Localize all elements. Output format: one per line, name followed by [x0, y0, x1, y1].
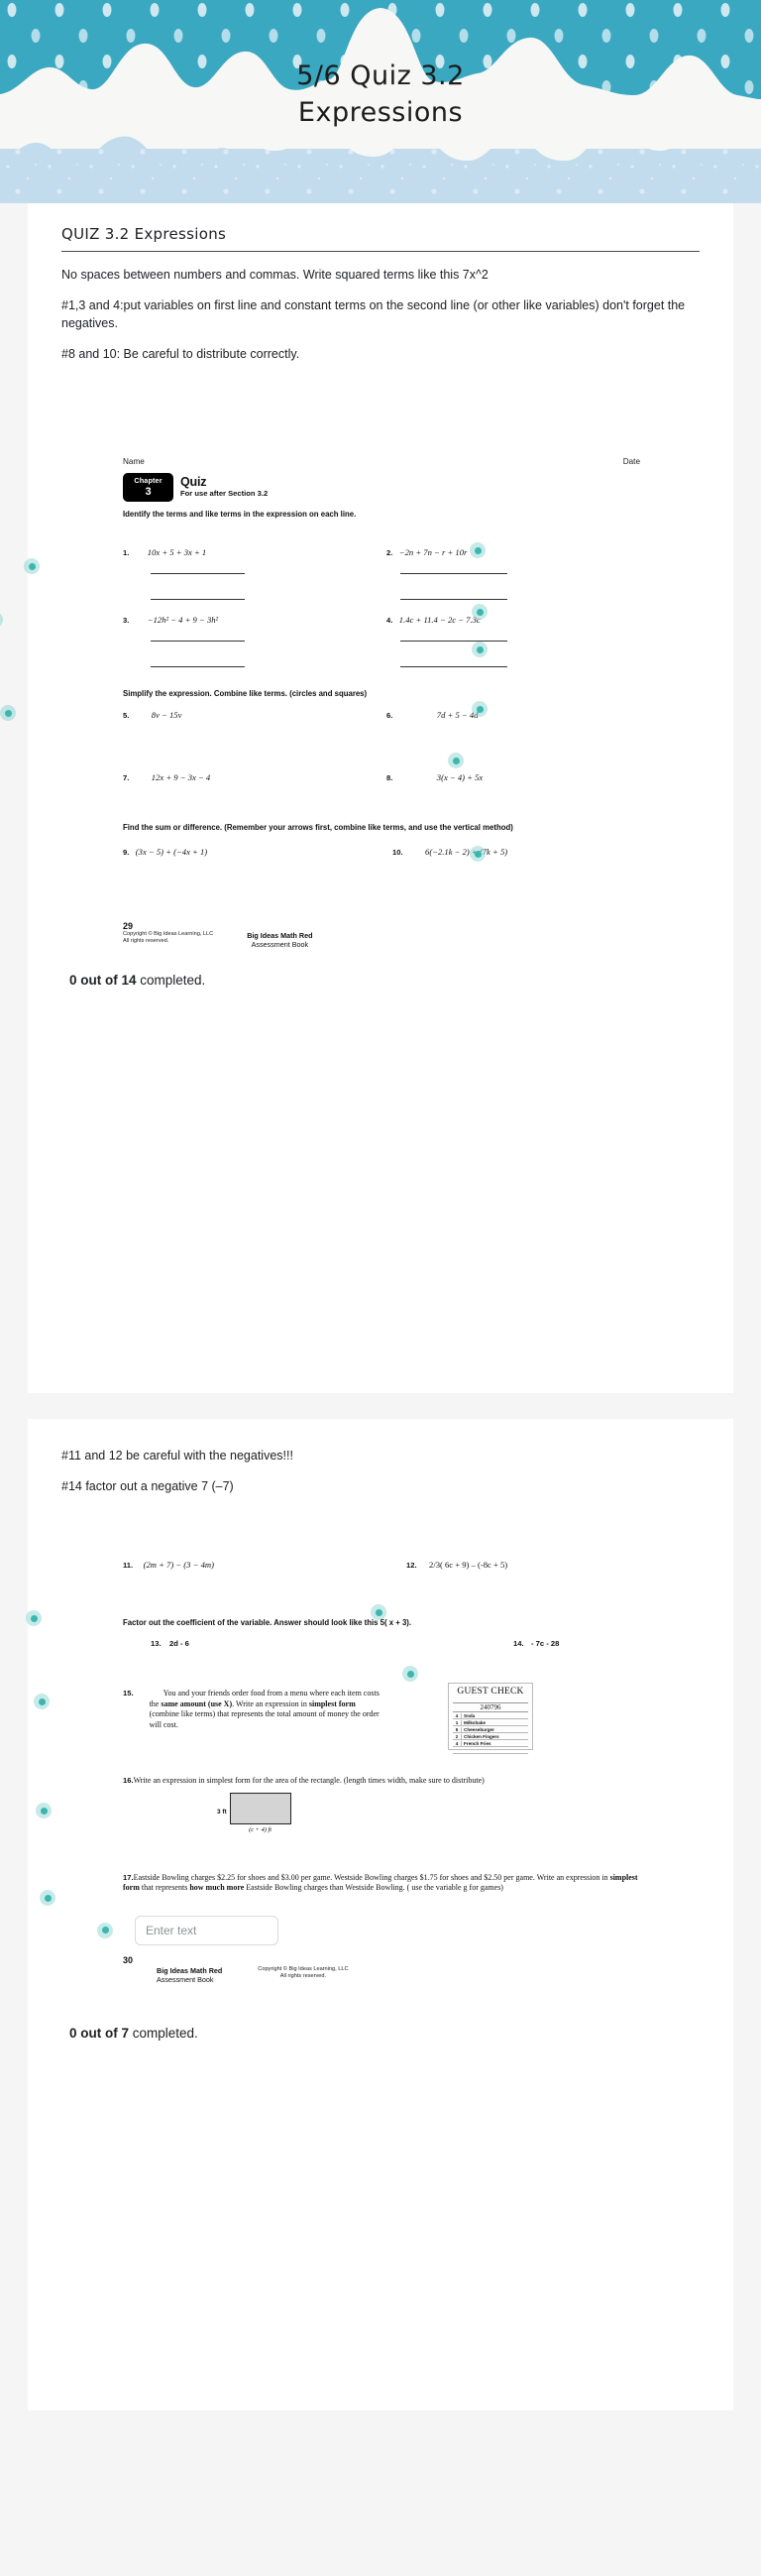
gc-qty: 4 [453, 1713, 462, 1718]
answer-line [151, 666, 245, 667]
quiz-section-note: For use after Section 3.2 [180, 489, 269, 498]
copyright-line-2-30: All rights reserved. [279, 1972, 327, 1979]
p17-bold1: simplest form [123, 1872, 638, 1892]
problem-row-5-6 [123, 705, 650, 723]
rectangle-figure [217, 1793, 650, 1833]
problem-13-number: 13. [151, 1639, 162, 1648]
name-label: Name [123, 457, 145, 466]
problem-2-expression: −2n + 7n − r + 10r [398, 547, 468, 557]
gc-qty: 5 [453, 1727, 462, 1732]
completion-count-2: 0 out of 7 [69, 2025, 129, 2041]
annotation-dot[interactable] [472, 642, 488, 657]
worksheet-book-ref-30 [157, 1966, 222, 1984]
annotation-dot[interactable] [402, 1666, 418, 1682]
answer-entry-row [119, 1916, 700, 1945]
annotation-dot[interactable] [0, 612, 3, 628]
problem-6-number: 6. [386, 711, 393, 720]
worksheet-page-29 [61, 457, 700, 949]
copyright-line-2: All rights reserved. [123, 937, 169, 944]
completion-suffix-2: completed. [129, 2025, 198, 2041]
worksheet-name-date-row [61, 457, 700, 466]
problem-17-number: 17. [123, 1872, 134, 1882]
gc-hdr-cell [509, 1698, 528, 1702]
guest-check-row [453, 1726, 528, 1733]
gc-hdr-cell [453, 1698, 472, 1702]
direction-identify-terms: Identify the terms and like terms in the expression on each line. [123, 510, 357, 519]
problem-1 [123, 542, 386, 600]
problem-4-expression: 1.4c + 11.4 − 2c − 7.3c [398, 615, 481, 625]
annotation-dot[interactable] [470, 542, 486, 558]
worksheet-footer-30 [123, 1955, 700, 1984]
problem-3-number: 3. [123, 616, 130, 625]
problem-8-number: 8. [386, 773, 393, 782]
gc-qty: 2 [453, 1734, 462, 1739]
problem-row-11-12 [123, 1555, 650, 1573]
chapter-badge [123, 473, 173, 502]
book-title: Big Ideas Math Red [247, 930, 313, 940]
worksheet-footer-29 [123, 921, 700, 949]
problem-3 [123, 610, 386, 667]
copyright-line-1: Copyright © Big Ideas Learning, LLC [123, 930, 214, 937]
answer-line [400, 666, 507, 667]
quiz-title-block [180, 476, 268, 499]
rect-height-label: 3 ft [217, 1808, 227, 1815]
problem-row-13-14 [123, 1633, 650, 1651]
problem-15-number: 15. [123, 1689, 134, 1698]
worksheet-book-ref [247, 931, 312, 949]
completion-status-1 [69, 973, 700, 988]
problem-7-number: 7. [123, 773, 130, 782]
guest-check-figure [448, 1683, 533, 1750]
completion-suffix-1: completed. [136, 972, 206, 988]
instruction-line-1: No spaces between numbers and commas. Write squared terms like this 7x^2 [61, 268, 489, 282]
problem-5 [123, 705, 386, 723]
problem-9-number: 9. [123, 847, 130, 857]
p15-part2: . Write an expression in [232, 1698, 309, 1708]
problem-3-expression: −12h² − 4 + 9 − 3h² [147, 615, 219, 625]
p15-bold1: same amount (use X) [161, 1698, 233, 1708]
answer-line [400, 599, 507, 600]
guest-check-table [453, 1698, 528, 1754]
gc-hdr-cell [490, 1698, 509, 1702]
problem-4 [386, 610, 650, 667]
quiz-heading: QUIZ 3.2 Expressions [61, 225, 227, 243]
problem-4-number: 4. [386, 616, 393, 625]
problem-10-expression: 6(−2.1k − 2) + (7k + 5) [425, 846, 508, 857]
problem-10-number: 10. [392, 847, 403, 857]
problem-10 [386, 842, 650, 860]
worksheet-page-number-30: 30 [123, 1954, 134, 1965]
gc-item: French Fries [464, 1740, 491, 1746]
answer-line [400, 641, 507, 642]
p15-part3: (combine like terms) that represents the total amount of money the order will cost. [149, 1709, 380, 1729]
problem-9 [123, 842, 386, 860]
p17-bold2: how much more [189, 1883, 245, 1892]
direction-simplify: Simplify the expression. Combine like terms. (circles and squares) [123, 689, 368, 698]
annotation-dot[interactable] [448, 753, 464, 768]
problem-8 [386, 767, 650, 785]
direction-sum-difference: Find the sum or difference. (Remember your arrows first, combine like terms, and use the vertical method) [123, 823, 513, 832]
p15-bold2: simplest form [308, 1698, 356, 1708]
instruction-line-3: #8 and 10: Be careful to distribute correctly. [61, 347, 300, 361]
gc-qty: 4 [453, 1741, 462, 1746]
problem-12 [386, 1555, 650, 1573]
gc-item: Chicken Fingers [464, 1733, 499, 1739]
problem-7 [123, 767, 386, 785]
chapter-word: Chapter [134, 476, 163, 486]
problem-8-expression: 3(x − 4) + 5x [436, 772, 484, 782]
completion-status-2 [69, 2026, 700, 2041]
p17-part1: Eastside Bowling charges $2.25 for shoes and $3.00 per game. Westside Bowling charges $1.75 for shoes and $2.50 per game. Write an expression in [133, 1872, 610, 1882]
rect-width-label: (c + 4) ft [249, 1825, 272, 1833]
problem-17-block [123, 1873, 650, 1894]
problem-14-number: 14. [513, 1639, 524, 1648]
annotation-dot[interactable] [34, 1694, 50, 1709]
annotation-dot[interactable] [470, 846, 486, 862]
guest-check-number: 240796 [453, 1703, 528, 1712]
instruction-line-4: #11 and 12 be careful with the negatives!!! [61, 1449, 293, 1463]
gc-hdr-cell [472, 1698, 490, 1702]
page-title-line1: 5/6 Quiz 3.2 [296, 60, 465, 91]
annotation-dot[interactable] [371, 1604, 386, 1620]
rect-shape [230, 1793, 291, 1824]
answer-line [151, 641, 245, 642]
annotation-dot[interactable] [36, 1803, 52, 1818]
problem-row-1-2 [123, 542, 650, 600]
problem-12-expression: 2/3( 6c + 9) – (-8c + 5) [429, 1560, 508, 1570]
problem-15-block [61, 1687, 700, 1746]
heading-divider [61, 251, 700, 252]
guest-check-row [453, 1712, 528, 1719]
chapter-number: 3 [145, 485, 152, 498]
problem-14-expression: - 7c - 28 [531, 1639, 560, 1648]
problem-11 [123, 1555, 386, 1573]
problem-row-9-10 [123, 842, 650, 860]
quiz-word: Quiz [180, 475, 207, 489]
problem-13 [123, 1633, 386, 1651]
annotation-dot[interactable] [472, 701, 488, 717]
guest-check-row [453, 1747, 528, 1754]
problem-5-number: 5. [123, 711, 130, 720]
instruction-line-5: #14 factor out a negative 7 (–7) [61, 1479, 234, 1493]
page-title-line2: Expressions [297, 97, 464, 128]
answer-line [151, 599, 245, 600]
guest-check-row [453, 1733, 528, 1740]
gc-qty: 1 [453, 1720, 462, 1725]
worksheet-page-number: 29 [123, 920, 134, 931]
p17-part2: that represents [139, 1883, 190, 1892]
annotation-dot[interactable] [0, 705, 16, 721]
book-title-30: Big Ideas Math Red [157, 1965, 223, 1975]
annotation-dot[interactable] [24, 558, 40, 574]
problem-9-expression: (3x − 5) + (−4x + 1) [135, 846, 208, 857]
problem-2 [386, 542, 650, 600]
annotation-dot[interactable] [472, 604, 488, 620]
answer-line [151, 573, 245, 574]
problem-11-expression: (2m + 7) − (3 − 4m) [143, 1560, 214, 1570]
worksheet-page-30 [61, 1555, 700, 1984]
chapter-quiz-header [123, 473, 700, 502]
gc-item: Cheeseburger [464, 1726, 494, 1732]
p17-part3: Eastside Bowling charges than Westside Bowling. ( use the variable g for games) [244, 1883, 503, 1892]
problem-16-text: Write an expression in simplest form for the area of the rectangle. (length times width, make sure to distribute) [133, 1776, 485, 1785]
annotation-dot[interactable] [26, 1610, 42, 1626]
problem-1-expression: 10x + 5 + 3x + 1 [147, 547, 207, 557]
guest-check-row [453, 1719, 528, 1726]
problem-6-expression: 7d + 5 − 4d [436, 710, 479, 720]
problem-16-block [123, 1776, 650, 1833]
problem-6 [386, 705, 650, 723]
book-subtitle-30: Assessment Book [157, 1974, 214, 1984]
copyright-line-1-30: Copyright © Big Ideas Learning, LLC [258, 1965, 349, 1972]
header-banner [0, 0, 761, 203]
annotation-dot[interactable] [97, 1923, 113, 1938]
problem-11-number: 11. [123, 1561, 134, 1570]
worksheet-copyright-30 [258, 1966, 348, 1981]
problem-7-expression: 12x + 9 − 3x − 4 [151, 772, 211, 782]
date-label: Date [622, 457, 640, 466]
book-subtitle: Assessment Book [251, 939, 309, 949]
problem-row-7-8 [123, 767, 650, 785]
assignment-card-2 [28, 1419, 733, 2410]
page-title [0, 58, 761, 131]
problem-1-number: 1. [123, 548, 130, 557]
assignment-card-1 [28, 203, 733, 1393]
gc-item: Soda [464, 1712, 476, 1718]
gc-item: Milkshake [464, 1719, 486, 1725]
problem-13-expression: 2d - 6 [169, 1639, 189, 1648]
problem-12-number: 12. [406, 1561, 417, 1570]
worksheet-copyright [123, 931, 213, 946]
problem-16-number: 16. [123, 1776, 134, 1785]
completion-count-1: 0 out of 14 [69, 972, 137, 988]
problem-15-text [150, 1689, 380, 1730]
problem-row-3-4 [123, 610, 650, 667]
problem-14 [386, 1633, 650, 1651]
guest-check-row [453, 1740, 528, 1747]
annotation-dot[interactable] [40, 1890, 55, 1906]
problem-16-text-row [123, 1776, 650, 1787]
guest-check-title: GUEST CHECK [457, 1687, 524, 1697]
problem-5-expression: 8v − 15v [151, 710, 182, 720]
answer-line [400, 573, 507, 574]
answer-text-input[interactable]: Enter text [135, 1916, 278, 1945]
instruction-line-2: #1,3 and 4:put variables on first line and constant terms on the second line (or other like variables) don't forget the negatives. [61, 298, 686, 330]
direction-factor: Factor out the coefficient of the variable. Answer should look like this 5( x + 3). [123, 1618, 412, 1627]
problem-2-number: 2. [386, 548, 393, 557]
p15-part1: You and your friends order food from a menu where each item costs the [149, 1689, 380, 1708]
